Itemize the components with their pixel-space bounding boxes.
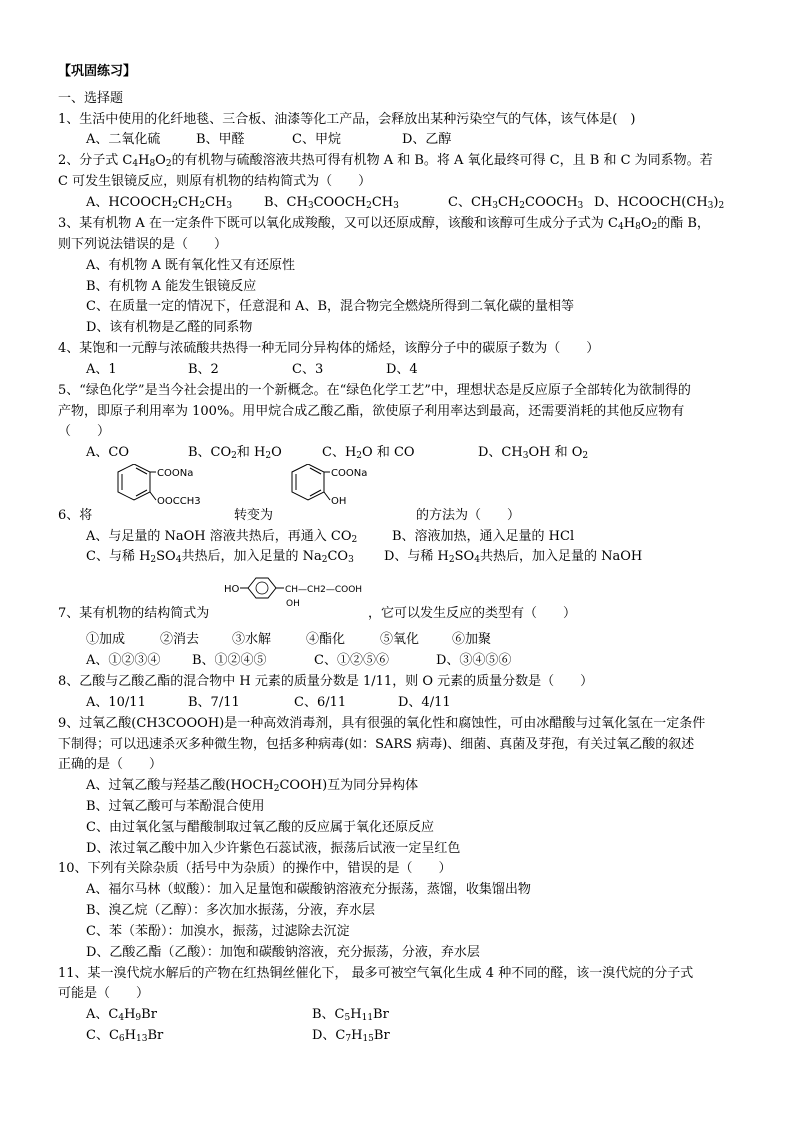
q3-option-d: D、该有机物是乙醛的同系物 [86,320,253,335]
q7-type-1: ①加成 [86,632,126,647]
q7-oh-label: OH [286,599,300,609]
q7-option-d: D、③④⑤⑥ [436,653,512,668]
section-title: 【巩固练习】 [58,64,137,79]
q6-option-c: C、与稀 $H_2SO_4$共热后，加入足量的 $Na_2CO_3$ [86,549,354,565]
q6-reactant-bottom-label: OOCCH3 [157,496,201,507]
q10-option-b: B、溴乙烷（乙醇）：多次加水振荡，分液，弃水层 [86,903,376,918]
q8-option-a: A、10/11 [86,695,146,710]
q9-option-a: A、过氧乙酸与羟基乙酸$(HOCH_2COOH)$互为同分异构体 [86,778,419,794]
q2-option-c: C、$CH_3CH_2COOCH_3$ [448,195,584,211]
q9-option-d: D、浓过氧乙酸中加入少许紫色石蕊试液，振荡后试液一定呈红色 [86,841,461,856]
q4-option-b: B、2 [188,362,219,377]
q7-chain-label: CH—CH2—COOH [285,585,363,595]
q10-option-d: D、乙酸乙酯（乙酸）：加饱和碳酸钠溶液，充分振荡，分液，弃水层 [86,945,480,960]
q3-stem-line1: 3、某有机物 A 在一定条件下既可以氧化成羧酸，又可以还原成醇，该酸和该醇可生成分子式为 $C_4H_8O_2$的酯 B， [58,216,710,232]
q6-product-structure [282,464,382,516]
q7-option-c: C、①②⑤⑥ [314,653,389,668]
q6-reactant-top-label: COONa [157,468,194,479]
q4-stem: 4、某饱和一元醇与浓硫酸共热得一种无同分异构体的烯烃，该醇分子中的碳原子数为（ ） [58,341,600,356]
q10-stem: 10、下列有关除杂质（括号中为杂质）的操作中，错误的是（ ） [58,861,452,876]
q6-product-top-label: COONa [331,468,368,479]
q6-option-a: A、与足量的 NaOH 溶液共热后，再通入 $CO_2$ [86,529,358,545]
q8-stem: 8、乙酸与乙酸乙酯的混合物中 H 元素的质量分数是 1/11，则 O 元素的质量分数是（ ） [58,674,594,689]
q5-stem-line3: （ ） [58,424,111,439]
q9-stem-line1: 9、过氧乙酸(CH3COOOH)是一种高效消毒剂，具有很强的氧化性和腐蚀性，可由冰醋酸与过氧化氢在一定条件 [58,716,706,731]
q8-option-c: C、6/11 [294,695,347,710]
q7-ho-label: HO [224,584,240,595]
q6-option-b: B、溶液加热，通入足量的 HCl [392,529,575,544]
q1-option-b: B、甲醛 [196,132,245,147]
q3-option-a: A、有机物 A 既有氧化性又有还原性 [86,258,296,273]
q7-type-6: ⑥加聚 [452,632,492,647]
q9-option-b: B、过氧乙酸可与苯酚混合使用 [86,799,265,814]
q9-stem-line2: 下制得；可以迅速杀灭多种微生物，包括多种病毒(如：SARS 病毒)、细菌、真菌及芽孢，有关过氧乙酸的叙述 [58,737,695,752]
q1-option-c: C、甲烷 [292,132,341,147]
q2-stem-line2: C 可发生银镜反应，则原有机物的结构简式为（ ） [58,174,372,189]
q3-stem-line2: 则下列说法错误的是（ ） [58,237,228,252]
q10-option-c: C、苯（苯酚）：加溴水，振荡，过滤除去沉淀 [86,924,350,939]
q11-option-c: C、$C_6H_{13}Br$ [86,1028,164,1044]
q5-stem-line1: 5、“绿色化学”是当今社会提出的一个新概念。在“绿色化学工艺”中，理想状态是反应原子全部转化为欲制得的 [58,383,691,398]
q7-type-5: ⑤氧化 [380,632,420,647]
q9-option-c: C、由过氧化氢与醋酸制取过氧乙酸的反应属于氧化还原反应 [86,820,434,835]
part-title: 一、选择题 [58,91,124,106]
q10-option-a: A、福尔马林（蚁酸）：加入足量饱和碳酸钠溶液充分振荡，蒸馏，收集馏出物 [86,882,531,897]
q6-option-d: D、与稀 $H_2SO_4$共热后，加入足量的 NaOH [384,549,643,565]
q6-reactant-structure [100,464,210,516]
q7-type-3: ③水解 [232,632,272,647]
q3-option-b: B、有机物 A 能发生银镜反应 [86,279,257,294]
q5-option-b: B、$CO_2$和 $H_2O$ [188,445,282,461]
q7-structure [222,576,382,616]
q7-option-b: B、①②④⑤ [192,653,267,668]
q1-option-d: D、乙醇 [402,132,452,147]
q11-option-b: B、$C_5H_{11}Br$ [312,1007,389,1023]
q1-stem: 1、生活中使用的化纤地毯、三合板、油漆等化工产品，会释放出某种污染空气的气体，该气体是( ) [58,112,636,127]
q2-option-d: D、$HCOOCH(CH_3)_2$ [594,195,725,211]
q11-option-a: A、$C_4H_9Br$ [86,1007,157,1023]
q8-option-b: B、7/11 [188,695,240,710]
q7-stem: 7、某有机物的结构简式为 ，它可以发生反应的类型有（ ） [58,606,577,621]
q6-stem: 6、将 转变为 的方法为（ ） [58,508,521,523]
q3-option-c: C、在质量一定的情况下，任意混和 A、B，混合物完全燃烧所得到二氧化碳的量相等 [86,299,575,314]
q6-product-bottom-label: OH [331,496,347,507]
q8-option-d: D、4/11 [398,695,451,710]
q5-stem-line2: 产物，即原子利用率为 100%。用甲烷合成乙酸乙酯，欲使原子利用率达到最高，还需要消耗的其他反应物有 [58,404,685,419]
q4-option-c: C、3 [292,362,324,377]
q7-option-a: A、①②③④ [86,653,161,668]
q4-option-a: A、1 [86,362,117,377]
q11-stem-line2: 可能是（ ） [58,986,150,1001]
q7-type-2: ②消去 [160,632,200,647]
q11-option-d: D、$C_7H_{15}Br$ [312,1028,390,1044]
q4-option-d: D、4 [386,362,418,377]
q1-option-a: A、二氧化硫 [86,132,161,147]
q11-stem-line1: 11、某一溴代烷水解后的产物在红热铜丝催化下， 最多可被空气氧化生成 4 种不同的醛，该一溴代烷的分子式 [58,966,694,981]
q2-option-b: B、$CH_3COOCH_2CH_3$ [264,195,399,211]
q7-type-4: ④酯化 [306,632,346,647]
q5-option-c: C、$H_2O$ 和 CO [322,445,415,461]
q9-stem-line3: 正确的是（ ） [58,757,163,772]
q2-stem-line1: 2、分子式 $C_4H_8O_2$的有机物与硫酸溶液共热可得有机物 A 和 B。将 A 氧化最终可得 C，且 B 和 C 为同系物。若 [58,153,713,169]
q2-option-a: A、$HCOOCH_2CH_2CH_3$ [86,195,233,211]
q5-option-d: D、$CH_3OH$ 和 $O_2$ [478,445,589,461]
q5-option-a: A、CO [86,445,129,460]
